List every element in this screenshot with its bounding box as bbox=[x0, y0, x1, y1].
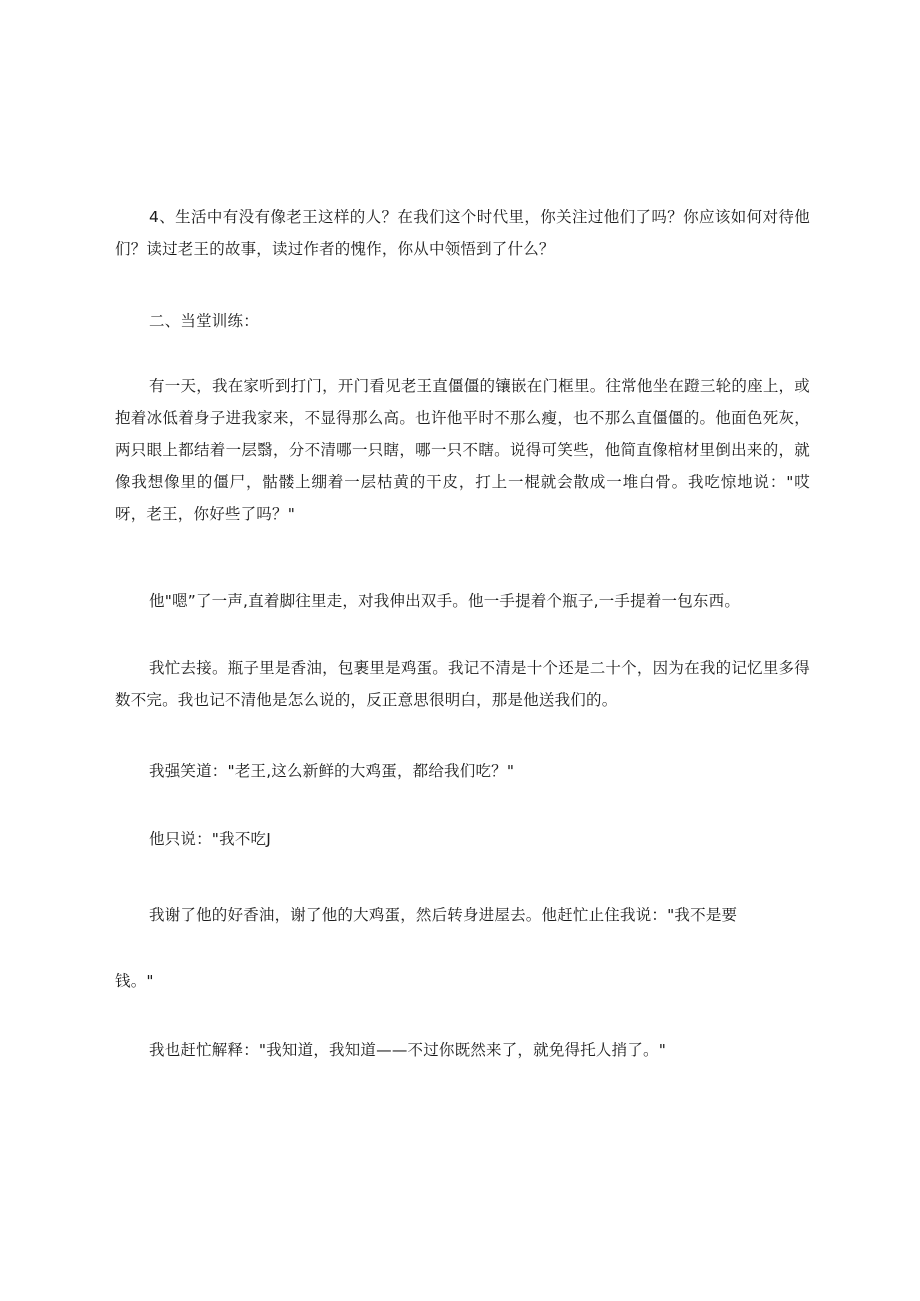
story-paragraph-7: 我也赶忙解释："我知道，我知道——不过你既然来了，就免得托人捎了。" bbox=[149, 1041, 667, 1059]
story-paragraph-6-line-1: 我谢了他的好香油，谢了他的大鸡蛋，然后转身进屋去。他赶忙止住我说："我不是要 bbox=[149, 906, 738, 924]
question-4-paragraph: 4、生活中有没有像老王这样的人？在我们这个时代里，你关注过他们了吗？你应该如何对待他们？读过老王的故事，读过作者的愧作，你从中领悟到了什么？ bbox=[115, 208, 810, 258]
story-paragraph-3: 我忙去接。瓶子里是香油，包裹里是鸡蛋。我记不清是十个还是二十个，因为在我的记忆里多得数不完。我也记不清他是怎么说的，反正意思很明白，那是他送我们的。 bbox=[115, 659, 810, 709]
story-paragraph-5: 他只说："我不吃J bbox=[149, 830, 272, 848]
section-heading: 二、当堂训练： bbox=[149, 312, 259, 330]
story-paragraph-1: 有一天，我在家听到打门，开门看见老王直僵僵的镶嵌在门框里。往常他坐在蹬三轮的座上，或抱着冰低着身子进我家来，不显得那么高。也许他平时不那么瘦，也不那么直僵僵的。他面色死灰，两只眼上都结着一层翳，分不清哪一只瞎，哪一只不瞎。说得可笑些，他简直像棺材里倒出来的，就像我想像里的僵尸，骷髅上绷着一层枯黄的干皮，打上一棍就会散成一堆白骨。我吃惊地说："哎呀，老王，你好些了吗？" bbox=[115, 377, 810, 523]
story-paragraph-2: 他"嗯”了一声,直着脚往里走，对我伸出双手。他一手提着个瓶子,一手提着一包东西。 bbox=[149, 592, 741, 610]
story-paragraph-6-line-2: 钱。" bbox=[115, 972, 154, 990]
story-paragraph-4: 我强笑道："老王,这么新鲜的大鸡蛋，都给我们吃？" bbox=[149, 762, 515, 780]
